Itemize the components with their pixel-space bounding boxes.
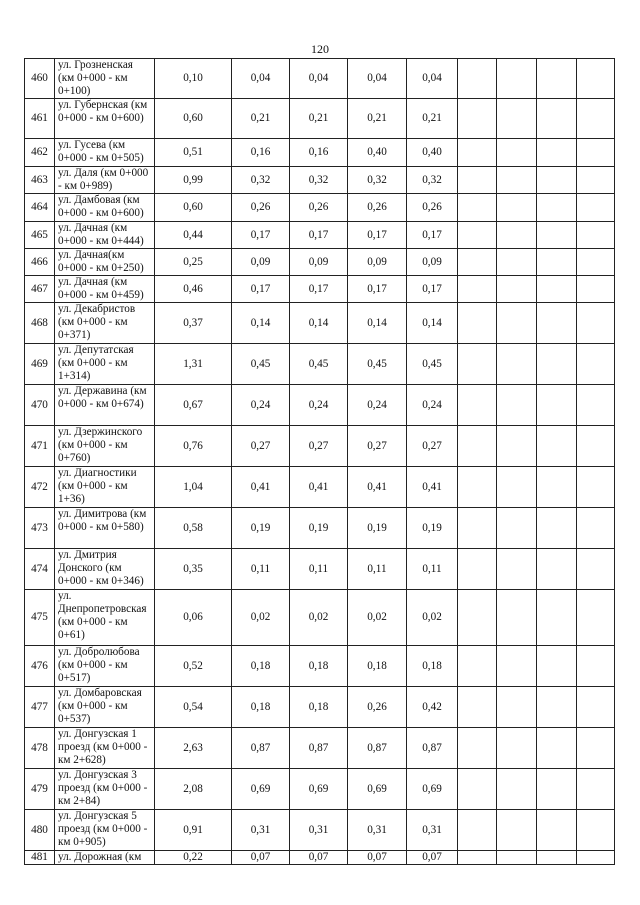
empty-cell: [458, 508, 497, 549]
value-cell: 0,21: [348, 99, 407, 139]
value-cell: 0,32: [407, 167, 458, 194]
street-name: ул. Димитрова (км 0+000 - км 0+580): [55, 508, 155, 549]
table-row: [25, 769, 615, 810]
empty-cell: [497, 99, 537, 139]
value-cell: 0,99: [155, 167, 232, 194]
street-name: ул. Даля (км 0+000 - км 0+989): [55, 167, 155, 194]
empty-cell: [458, 344, 497, 385]
value-cell: 2,63: [155, 728, 232, 769]
value-cell: 0,52: [155, 646, 232, 687]
page-number: 120: [311, 42, 329, 56]
empty-cell: [458, 249, 497, 276]
empty-cell: [577, 549, 615, 590]
street-name: ул. Декабристов (км 0+000 - км 0+371): [55, 303, 155, 344]
street-name: ул. Домбаровская (км 0+000 - км 0+537): [55, 687, 155, 728]
empty-cell: [577, 851, 615, 865]
value-cell: 0,35: [155, 549, 232, 590]
empty-cell: [458, 194, 497, 222]
empty-cell: [458, 99, 497, 139]
road-table: [24, 58, 615, 865]
row-number: 473: [25, 508, 55, 549]
value-cell: 0,87: [407, 728, 458, 769]
empty-cell: [577, 222, 615, 249]
empty-cell: [458, 467, 497, 508]
street-name: ул. Губернская (км 0+000 - км 0+600): [55, 99, 155, 139]
row-number: 466: [25, 249, 55, 276]
value-cell: 0,41: [407, 467, 458, 508]
value-cell: 0,42: [407, 687, 458, 728]
row-number: 468: [25, 303, 55, 344]
empty-cell: [577, 344, 615, 385]
empty-cell: [537, 769, 577, 810]
value-cell: 0,27: [348, 426, 407, 467]
table-row: [25, 385, 615, 426]
empty-cell: [497, 385, 537, 426]
value-cell: 0,26: [290, 194, 348, 222]
table-row: [25, 59, 615, 99]
value-cell: 0,26: [348, 687, 407, 728]
row-number: 478: [25, 728, 55, 769]
value-cell: 0,16: [232, 139, 290, 167]
row-number: 463: [25, 167, 55, 194]
empty-cell: [458, 687, 497, 728]
value-cell: 1,04: [155, 467, 232, 508]
value-cell: 0,02: [348, 590, 407, 646]
empty-cell: [537, 222, 577, 249]
value-cell: 0,14: [407, 303, 458, 344]
empty-cell: [577, 508, 615, 549]
empty-cell: [497, 303, 537, 344]
row-number: 474: [25, 549, 55, 590]
empty-cell: [537, 508, 577, 549]
table-row: [25, 249, 615, 276]
value-cell: 0,11: [232, 549, 290, 590]
value-cell: 0,09: [348, 249, 407, 276]
street-name: ул. Депутатская (км 0+000 - км 1+314): [55, 344, 155, 385]
empty-cell: [458, 276, 497, 303]
value-cell: 0,07: [407, 851, 458, 865]
empty-cell: [577, 426, 615, 467]
empty-cell: [458, 769, 497, 810]
value-cell: 0,54: [155, 687, 232, 728]
empty-cell: [577, 249, 615, 276]
table-row: [25, 222, 615, 249]
row-number: 465: [25, 222, 55, 249]
empty-cell: [537, 549, 577, 590]
value-cell: 0,41: [348, 467, 407, 508]
empty-cell: [458, 590, 497, 646]
value-cell: 0,51: [155, 139, 232, 167]
empty-cell: [577, 769, 615, 810]
street-name: ул. Днепропетровская (км 0+000 - км 0+61): [55, 590, 155, 646]
value-cell: 0,17: [407, 222, 458, 249]
value-cell: 0,45: [348, 344, 407, 385]
value-cell: 0,32: [348, 167, 407, 194]
value-cell: 0,11: [407, 549, 458, 590]
empty-cell: [537, 728, 577, 769]
value-cell: 0,45: [290, 344, 348, 385]
table-body: [25, 59, 615, 865]
empty-cell: [577, 687, 615, 728]
row-number: 464: [25, 194, 55, 222]
table-row: [25, 194, 615, 222]
value-cell: 0,45: [232, 344, 290, 385]
value-cell: 0,11: [348, 549, 407, 590]
value-cell: 0,18: [232, 646, 290, 687]
value-cell: 0,19: [232, 508, 290, 549]
table-row: [25, 851, 615, 865]
value-cell: 0,69: [232, 769, 290, 810]
empty-cell: [577, 194, 615, 222]
empty-cell: [577, 385, 615, 426]
empty-cell: [537, 851, 577, 865]
empty-cell: [497, 276, 537, 303]
row-number: 479: [25, 769, 55, 810]
value-cell: 0,31: [290, 810, 348, 851]
empty-cell: [537, 646, 577, 687]
row-number: 461: [25, 99, 55, 139]
value-cell: 0,19: [290, 508, 348, 549]
row-number: 472: [25, 467, 55, 508]
value-cell: 0,87: [290, 728, 348, 769]
value-cell: 0,31: [348, 810, 407, 851]
table-row: [25, 139, 615, 167]
empty-cell: [537, 59, 577, 99]
empty-cell: [537, 810, 577, 851]
street-name: ул. Державина (км 0+000 - км 0+674): [55, 385, 155, 426]
value-cell: 0,06: [155, 590, 232, 646]
empty-cell: [537, 467, 577, 508]
value-cell: 0,58: [155, 508, 232, 549]
empty-cell: [497, 249, 537, 276]
empty-cell: [458, 426, 497, 467]
value-cell: 0,46: [155, 276, 232, 303]
value-cell: 0,40: [348, 139, 407, 167]
table-row: [25, 687, 615, 728]
value-cell: 0,07: [290, 851, 348, 865]
value-cell: 0,67: [155, 385, 232, 426]
row-number: 470: [25, 385, 55, 426]
value-cell: 0,40: [407, 139, 458, 167]
empty-cell: [497, 851, 537, 865]
street-name: ул. Дзержинского (км 0+000 - км 0+760): [55, 426, 155, 467]
value-cell: 0,04: [290, 59, 348, 99]
empty-cell: [537, 139, 577, 167]
table-row: [25, 99, 615, 139]
value-cell: 0,24: [290, 385, 348, 426]
row-number: 471: [25, 426, 55, 467]
value-cell: 0,27: [232, 426, 290, 467]
value-cell: 0,27: [290, 426, 348, 467]
value-cell: 0,17: [290, 276, 348, 303]
value-cell: 0,14: [290, 303, 348, 344]
empty-cell: [458, 728, 497, 769]
value-cell: 0,17: [348, 276, 407, 303]
value-cell: 0,44: [155, 222, 232, 249]
value-cell: 0,27: [407, 426, 458, 467]
value-cell: 0,19: [407, 508, 458, 549]
row-number: 475: [25, 590, 55, 646]
empty-cell: [458, 385, 497, 426]
empty-cell: [577, 303, 615, 344]
value-cell: 0,41: [290, 467, 348, 508]
value-cell: 0,18: [290, 687, 348, 728]
empty-cell: [577, 139, 615, 167]
empty-cell: [497, 194, 537, 222]
value-cell: 0,02: [407, 590, 458, 646]
row-number: 467: [25, 276, 55, 303]
value-cell: 0,02: [290, 590, 348, 646]
value-cell: 0,32: [290, 167, 348, 194]
table-row: [25, 549, 615, 590]
table-row: [25, 467, 615, 508]
table-row: [25, 508, 615, 549]
value-cell: 0,09: [232, 249, 290, 276]
value-cell: 0,16: [290, 139, 348, 167]
value-cell: 0,60: [155, 99, 232, 139]
row-number: 481: [25, 851, 55, 865]
value-cell: 0,26: [232, 194, 290, 222]
value-cell: 0,37: [155, 303, 232, 344]
value-cell: 2,08: [155, 769, 232, 810]
empty-cell: [537, 385, 577, 426]
value-cell: 0,17: [232, 276, 290, 303]
empty-cell: [497, 344, 537, 385]
empty-cell: [577, 276, 615, 303]
value-cell: 0,32: [232, 167, 290, 194]
empty-cell: [497, 426, 537, 467]
empty-cell: [577, 590, 615, 646]
row-number: 477: [25, 687, 55, 728]
empty-cell: [497, 687, 537, 728]
empty-cell: [497, 59, 537, 99]
empty-cell: [497, 728, 537, 769]
table-row: [25, 276, 615, 303]
value-cell: 0,17: [232, 222, 290, 249]
value-cell: 0,10: [155, 59, 232, 99]
value-cell: 0,04: [407, 59, 458, 99]
empty-cell: [577, 59, 615, 99]
empty-cell: [537, 344, 577, 385]
table-row: [25, 303, 615, 344]
empty-cell: [458, 222, 497, 249]
empty-cell: [497, 590, 537, 646]
empty-cell: [537, 167, 577, 194]
empty-cell: [577, 810, 615, 851]
empty-cell: [497, 810, 537, 851]
row-number: 476: [25, 646, 55, 687]
value-cell: 0,87: [348, 728, 407, 769]
value-cell: 0,07: [348, 851, 407, 865]
value-cell: 0,31: [407, 810, 458, 851]
empty-cell: [497, 549, 537, 590]
street-name: ул. Донгузская 5 проезд (км 0+000 - км 0+905): [55, 810, 155, 851]
value-cell: 0,17: [348, 222, 407, 249]
empty-cell: [458, 646, 497, 687]
value-cell: 0,24: [407, 385, 458, 426]
value-cell: 0,87: [232, 728, 290, 769]
empty-cell: [577, 167, 615, 194]
value-cell: 0,18: [290, 646, 348, 687]
row-number: 460: [25, 59, 55, 99]
value-cell: 0,18: [232, 687, 290, 728]
value-cell: 0,11: [290, 549, 348, 590]
empty-cell: [537, 99, 577, 139]
empty-cell: [458, 167, 497, 194]
value-cell: 0,07: [232, 851, 290, 865]
street-name: ул. Дорожная (км: [55, 851, 155, 865]
empty-cell: [577, 467, 615, 508]
street-name: ул. Дамбовая (км 0+000 - км 0+600): [55, 194, 155, 222]
empty-cell: [497, 467, 537, 508]
value-cell: 0,17: [407, 276, 458, 303]
table-row: [25, 810, 615, 851]
value-cell: 0,14: [348, 303, 407, 344]
empty-cell: [497, 646, 537, 687]
street-name: ул. Гусева (км 0+000 - км 0+505): [55, 139, 155, 167]
value-cell: 0,18: [348, 646, 407, 687]
value-cell: 0,24: [348, 385, 407, 426]
value-cell: 0,17: [290, 222, 348, 249]
empty-cell: [577, 728, 615, 769]
empty-cell: [537, 426, 577, 467]
value-cell: 0,21: [407, 99, 458, 139]
value-cell: 0,26: [407, 194, 458, 222]
value-cell: 0,19: [348, 508, 407, 549]
street-name: ул. Дачная (км 0+000 - км 0+459): [55, 276, 155, 303]
row-number: 469: [25, 344, 55, 385]
empty-cell: [537, 249, 577, 276]
street-name: ул. Дмитрия Донского (км 0+000 - км 0+346): [55, 549, 155, 590]
empty-cell: [537, 276, 577, 303]
value-cell: 0,21: [232, 99, 290, 139]
value-cell: 0,14: [232, 303, 290, 344]
street-name: ул. Дачная(км 0+000 - км 0+250): [55, 249, 155, 276]
value-cell: 0,25: [155, 249, 232, 276]
street-name: ул. Дачная (км 0+000 - км 0+444): [55, 222, 155, 249]
street-name: ул. Донгузская 3 проезд (км 0+000 - км 2+84): [55, 769, 155, 810]
empty-cell: [458, 810, 497, 851]
empty-cell: [577, 99, 615, 139]
value-cell: 0,45: [407, 344, 458, 385]
street-name: ул. Грозненская (км 0+000 - км 0+100): [55, 59, 155, 99]
value-cell: 0,24: [232, 385, 290, 426]
value-cell: 0,04: [348, 59, 407, 99]
street-name: ул. Донгузская 1 проезд (км 0+000 - км 2+628): [55, 728, 155, 769]
value-cell: 0,21: [290, 99, 348, 139]
table-row: [25, 426, 615, 467]
empty-cell: [458, 139, 497, 167]
value-cell: 0,04: [232, 59, 290, 99]
value-cell: 0,60: [155, 194, 232, 222]
value-cell: 0,31: [232, 810, 290, 851]
row-number: 480: [25, 810, 55, 851]
empty-cell: [497, 222, 537, 249]
empty-cell: [497, 167, 537, 194]
row-number: 462: [25, 139, 55, 167]
empty-cell: [537, 590, 577, 646]
value-cell: 0,69: [348, 769, 407, 810]
empty-cell: [458, 303, 497, 344]
value-cell: 0,22: [155, 851, 232, 865]
street-name: ул. Диагностики (км 0+000 - км 1+36): [55, 467, 155, 508]
value-cell: 1,31: [155, 344, 232, 385]
value-cell: 0,18: [407, 646, 458, 687]
value-cell: 0,69: [407, 769, 458, 810]
empty-cell: [537, 687, 577, 728]
value-cell: 0,09: [290, 249, 348, 276]
value-cell: 0,41: [232, 467, 290, 508]
table-row: [25, 590, 615, 646]
empty-cell: [497, 769, 537, 810]
empty-cell: [458, 851, 497, 865]
empty-cell: [497, 508, 537, 549]
value-cell: 0,91: [155, 810, 232, 851]
empty-cell: [577, 646, 615, 687]
value-cell: 0,69: [290, 769, 348, 810]
value-cell: 0,26: [348, 194, 407, 222]
empty-cell: [497, 139, 537, 167]
value-cell: 0,09: [407, 249, 458, 276]
value-cell: 0,76: [155, 426, 232, 467]
empty-cell: [458, 59, 497, 99]
street-name: ул. Добролюбова (км 0+000 - км 0+517): [55, 646, 155, 687]
empty-cell: [537, 303, 577, 344]
table-row: [25, 728, 615, 769]
table-row: [25, 344, 615, 385]
table-row: [25, 167, 615, 194]
table-row: [25, 646, 615, 687]
value-cell: 0,02: [232, 590, 290, 646]
empty-cell: [458, 549, 497, 590]
empty-cell: [537, 194, 577, 222]
